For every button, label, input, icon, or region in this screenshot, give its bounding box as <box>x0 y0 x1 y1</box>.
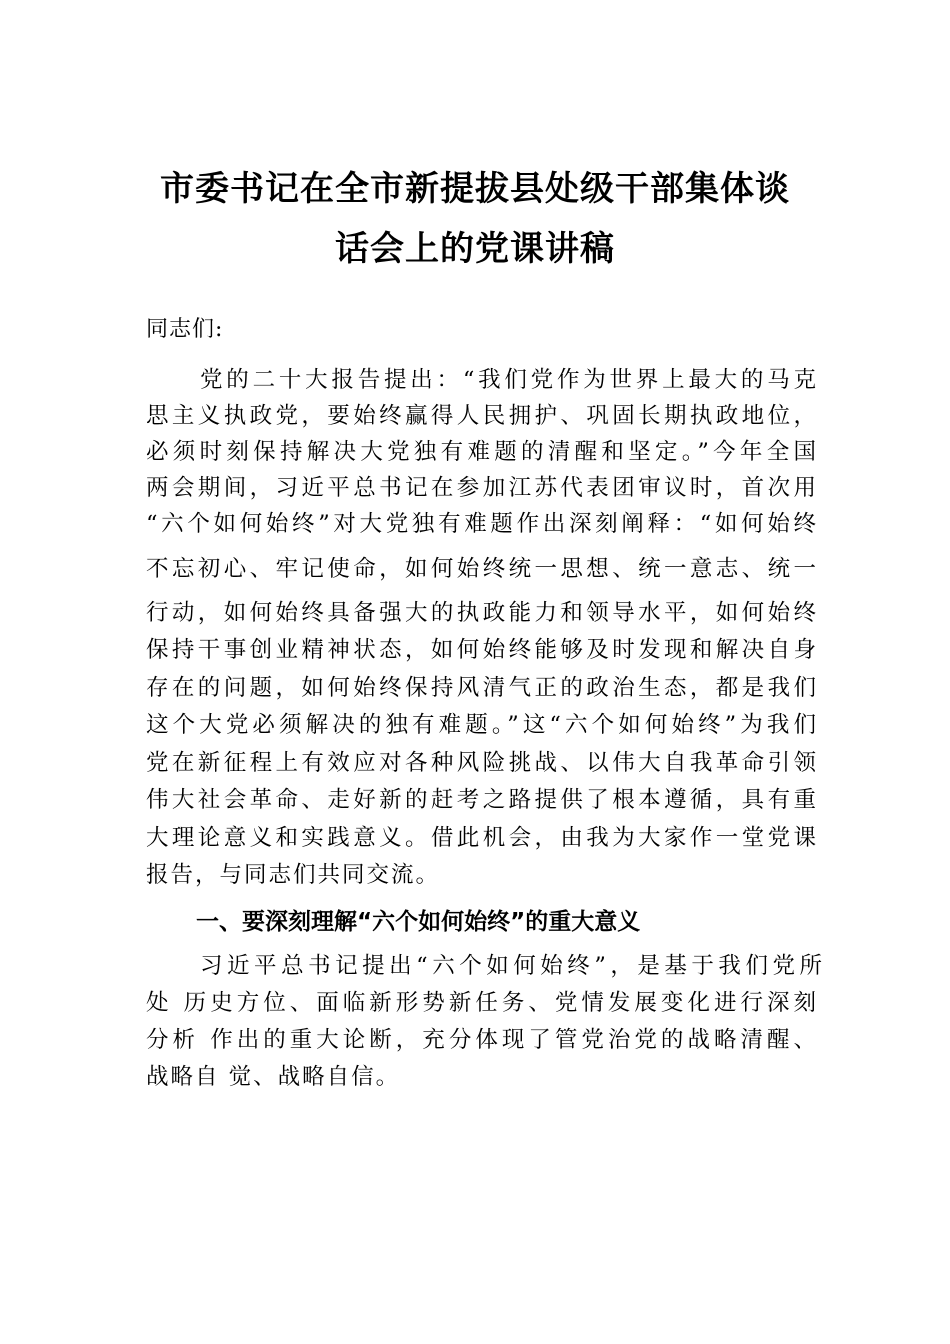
paragraph-1-line: 存在的问题，如何始终保持风清气正的政治生态，都是我们 <box>146 675 816 701</box>
paragraph-2-line: 分析 作出的重大论断，充分体现了管党治党的战略清醒、 <box>146 1027 816 1053</box>
paragraph-2-line: 战略自 觉、战略自信。 <box>146 1064 401 1090</box>
paragraph-1-line: 行动，如何始终具备强大的执政能力和领导水平，如何始终 <box>146 600 816 626</box>
paragraph-2-line: 习近平总书记提出“六个如何始终”，是基于我们党所 <box>200 953 822 979</box>
paragraph-1-line: 大理论意义和实践意义。借此机会，由我为大家作一堂党课 <box>146 825 816 851</box>
document-title-line-1: 市委书记在全市新提拔县处级干部集体谈 <box>160 169 790 209</box>
paragraph-1-line: 保持干事创业精神状态，如何始终能够及时发现和解决自身 <box>146 637 816 663</box>
paragraph-1-line: 必须时刻保持解决大党独有难题的清醒和坚定。”今年全国 <box>146 439 816 465</box>
paragraph-1-line: 报告，与同志们共同交流。 <box>146 862 441 888</box>
paragraph-2-line: 处 历史方位、面临新形势新任务、党情发展变化进行深刻 <box>146 990 816 1016</box>
paragraph-1-line: 不忘初心、牢记使命，如何始终统一思想、统一意志、统一 <box>146 556 816 582</box>
section-1-heading: 一、要深刻理解“六个如何始终”的重大意义 <box>196 909 641 935</box>
paragraph-1-line: 两会期间，习近平总书记在参加江苏代表团审议时，首次用 <box>146 475 816 501</box>
paragraph-1-line: 思主义执政党，要始终赢得人民拥护、巩固长期执政地位， <box>146 403 816 429</box>
paragraph-1-line: “六个如何始终”对大党独有难题作出深刻阐释：“如何始终 <box>146 511 816 537</box>
paragraph-1-line: 伟大社会革命、走好新的赶考之路提供了根本遵循，具有重 <box>146 787 816 813</box>
paragraph-1-line: 党的二十大报告提出：“我们党作为世界上最大的马克 <box>200 367 816 393</box>
paragraph-1-line: 这个大党必须解决的独有难题。”这“六个如何始终”为我们 <box>146 712 816 738</box>
document-title-line-2: 话会上的党课讲稿 <box>335 229 615 269</box>
salutation: 同志们: <box>146 317 224 342</box>
paragraph-1-line: 党在新征程上有效应对各种风险挑战、以伟大自我革命引领 <box>146 750 816 776</box>
